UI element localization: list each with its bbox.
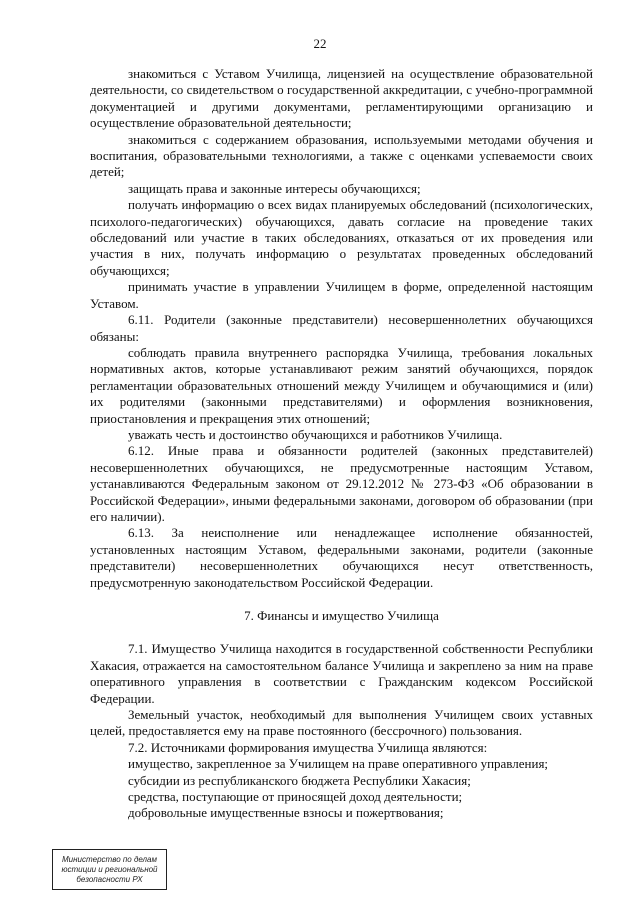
stamp-line: безопасности РХ xyxy=(76,875,143,884)
list-item: субсидии из республиканского бюджета Республики Хакасия; xyxy=(128,772,471,788)
paragraph: 6.13. За неисполнение или ненадлежащее исполнение обязанностей, установленных настоящим Уставом, федеральными законами, родители (законные представители) несовершеннолетних обучающихся несут ответственность, предусмотренную законодательством Российской Федерации. xyxy=(90,525,593,590)
document-body xyxy=(90,66,593,822)
paragraph: принимать участие в управлении Училищем в форме, определенной настоящим Уставом. xyxy=(90,279,593,311)
paragraph: знакомиться с Уставом Училища, лицензией на осуществление образовательной деятельности, со свидетельством о государственной аккредитации, с учебно-программной документацией и другими документами, регламентирующими организацию и осуществление образовательной деятельности; xyxy=(90,66,593,131)
stamp-line: Министерство по делам xyxy=(62,855,157,864)
paragraph: 6.12. Иные права и обязанности родителей (законных представителей) несовершеннолетних обучающихся, не предусмотренные настоящим Уставом, устанавливаются Федеральным законом от 29.12.2012 № 273-ФЗ «Об образовании в Российской Федерации», иными федеральными законами, договором об образовании (при его наличии). xyxy=(90,443,593,524)
paragraph: защищать права и законные интересы обучающихся; xyxy=(128,180,421,196)
page-number: 22 xyxy=(313,36,327,51)
paragraph: знакомиться с содержанием образования, используемыми методами обучения и воспитания, образовательными технологиями, а также с оценками успеваемости своих детей; xyxy=(90,131,593,180)
stamp-line: юстиции и региональной xyxy=(61,865,158,874)
paragraph: 7.2. Источниками формирования имущества Училища являются: xyxy=(128,739,488,755)
paragraph: уважать честь и достоинство обучающихся и работников Училища. xyxy=(128,426,503,442)
paragraph: Земельный участок, необходимый для выполнения Училищем своих уставных целей, предоставляется ему на праве постоянного (бессрочного) пользования. xyxy=(90,707,593,739)
list-item: добровольные имущественные взносы и пожертвования; xyxy=(128,805,444,821)
list-item: средства, поступающие от приносящей доход деятельности; xyxy=(128,789,463,805)
list-item: имущество, закрепленное за Училищем на праве оперативного управления; xyxy=(128,756,549,772)
paragraph: получать информацию о всех видах планируемых обследований (психологических, психолого-педагогических) обучающихся, давать согласие на проведение таких обследований или участие в таких обследованиях, отказаться от их проведения или участия в них, получать информацию о результатах проведенных обследований обучающихся; xyxy=(90,197,593,278)
paragraph: 7.1. Имущество Училища находится в государственной собственности Республики Хакасия, отражается на самостоятельном балансе Училища и закреплено за ним на праве оперативного управления в соответствии с Гражданским кодексом Российской Федерации. xyxy=(90,641,593,706)
ministry-stamp xyxy=(52,849,167,890)
paragraph: 6.11. Родители (законные представители) несовершеннолетних обучающихся обязаны: xyxy=(90,312,593,344)
section-heading: 7. Финансы и имущество Училища xyxy=(244,608,439,623)
paragraph: соблюдать правила внутреннего распорядка Училища, требования локальных нормативных актов, которые устанавливают режим занятий обучающихся, порядок регламентации образовательных отношений между Училищем и обучающимися и (или) их родителями (законными представителями) и оформления возникновения, приостановления и прекращения этих отношений; xyxy=(90,344,593,426)
